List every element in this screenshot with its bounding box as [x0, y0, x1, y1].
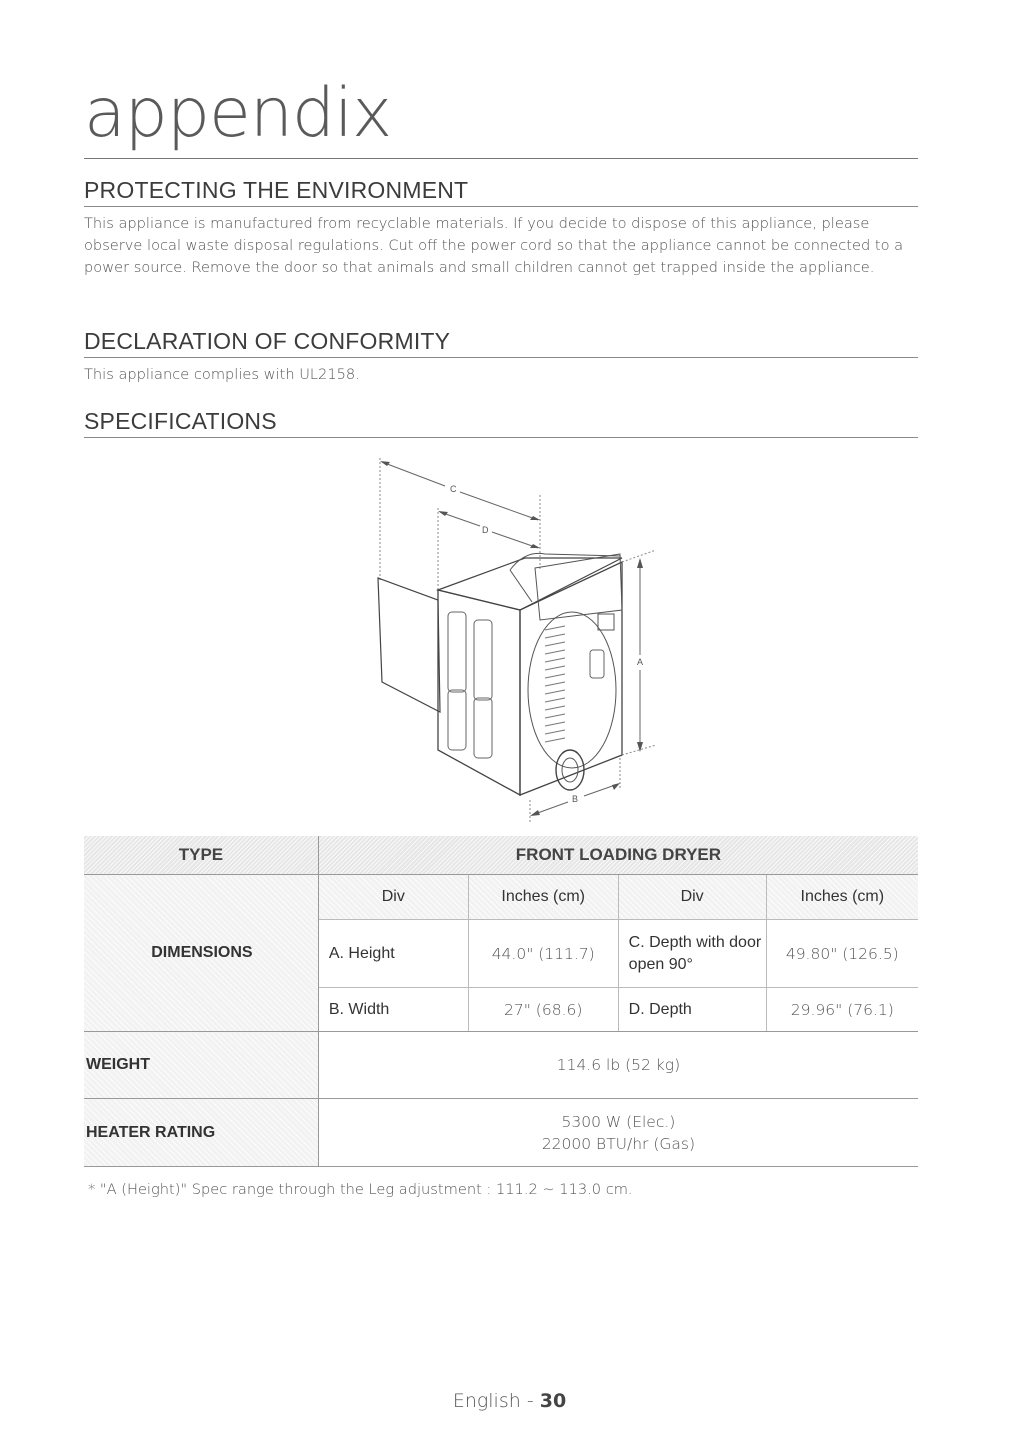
depth-door-open-value: 49.80" (126.5)	[766, 920, 918, 988]
environment-heading: PROTECTING THE ENVIRONMENT	[84, 176, 918, 207]
dimension-a-label: A	[637, 657, 644, 667]
heater-label: HEATER RATING	[84, 1099, 318, 1167]
page-number: 30	[539, 1390, 567, 1412]
page-title: appendix	[84, 74, 392, 153]
col-header-inches-1: Inches (cm)	[468, 875, 618, 920]
width-value: 27" (68.6)	[468, 988, 618, 1032]
conformity-text: This appliance complies with UL2158.	[84, 366, 360, 383]
conformity-heading: DECLARATION OF CONFORMITY	[84, 327, 918, 358]
table-header-row	[84, 836, 918, 875]
col-header-div-2: Div	[618, 875, 766, 920]
weight-value: 114.6 lb (52 kg)	[318, 1032, 918, 1099]
type-value-header: FRONT LOADING DRYER	[318, 836, 918, 875]
page-header	[84, 62, 918, 162]
heater-electric: 5300 W (Elec.)	[561, 1112, 676, 1131]
depth-door-open-label: C. Depth with door open 90°	[618, 920, 766, 988]
col-header-div-1: Div	[318, 875, 468, 920]
specifications-table	[84, 836, 918, 1167]
dimension-c-label: C	[450, 484, 457, 494]
weight-row	[84, 1032, 918, 1099]
weight-label: WEIGHT	[84, 1032, 318, 1099]
depth-value: 29.96" (76.1)	[766, 988, 918, 1032]
heater-value	[318, 1099, 918, 1167]
type-header: TYPE	[84, 836, 318, 875]
dimensions-label: DIMENSIONS	[84, 875, 318, 1032]
page-footer	[0, 1390, 1019, 1412]
footer-language: English -	[452, 1390, 540, 1412]
specifications-heading: SPECIFICATIONS	[84, 407, 918, 438]
environment-section	[84, 176, 918, 279]
depth-label: D. Depth	[618, 988, 766, 1032]
height-footnote: * "A (Height)" Spec range through the Leg adjustment : 111.2 ~ 113.0 cm.	[88, 1181, 633, 1198]
col-header-inches-2: Inches (cm)	[766, 875, 918, 920]
width-label: B. Width	[318, 988, 468, 1032]
heater-gas: 22000 BTU/hr (Gas)	[541, 1134, 696, 1153]
dimension-b-label: B	[572, 794, 579, 804]
dryer-dimension-diagram	[360, 450, 680, 840]
dimension-d-label: D	[482, 525, 489, 535]
conformity-section	[84, 327, 918, 386]
environment-text: This appliance is manufactured from recyclable materials. If you decide to dispose of this appliance, please observe local waste disposal regulations. Cut off the power cord so that the appliance cannot be connected to a power source. Remove the door so that animals and small children cannot get trapped inside the appliance.	[84, 215, 904, 276]
height-label: A. Height	[318, 920, 468, 988]
title-divider	[84, 158, 918, 159]
height-value: 44.0" (111.7)	[468, 920, 618, 988]
heater-row	[84, 1099, 918, 1167]
column-header-row	[84, 875, 918, 920]
specifications-section	[84, 407, 918, 438]
